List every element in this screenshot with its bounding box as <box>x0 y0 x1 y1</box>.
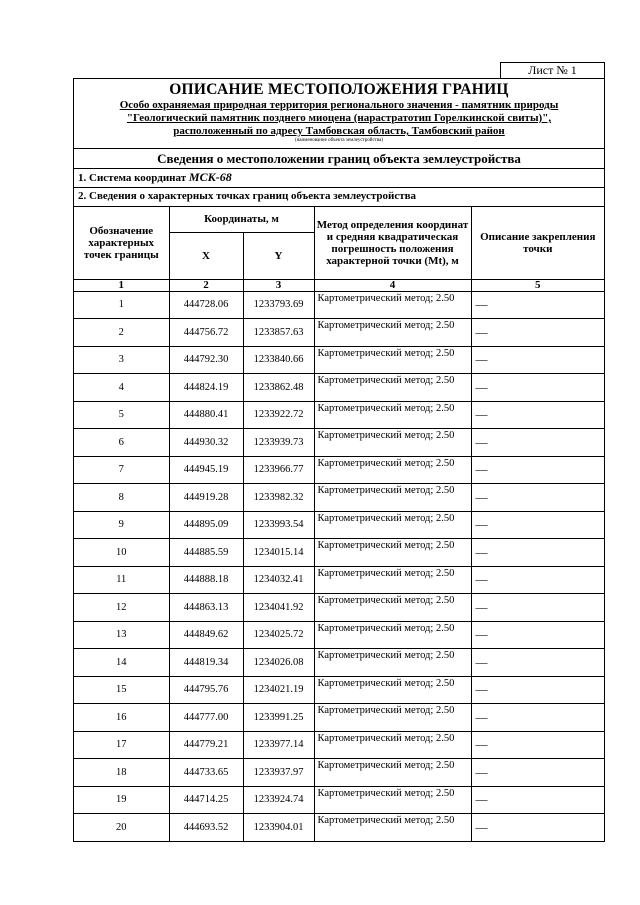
x-coordinate-cell: 444824.19 <box>169 374 243 402</box>
table-row <box>74 566 604 594</box>
method-cell: Картометрический метод; 2.50 <box>314 621 471 649</box>
table-row <box>74 759 604 787</box>
col-fix-header: Описание закрепления точки <box>471 207 604 279</box>
table-row <box>74 594 604 622</box>
method-cell: Картометрический метод; 2.50 <box>314 759 471 787</box>
x-coordinate-cell: 444895.09 <box>169 511 243 539</box>
fixation-cell: — <box>471 621 604 649</box>
y-coordinate-cell: 1234041.92 <box>243 594 314 622</box>
table-row <box>74 676 604 704</box>
column-number: 2 <box>169 279 243 291</box>
table-row <box>74 346 604 374</box>
method-cell: Картометрический метод; 2.50 <box>314 346 471 374</box>
column-number: 5 <box>471 279 604 291</box>
method-cell: Картометрический метод; 2.50 <box>314 786 471 814</box>
coordinate-system-label: 1. Система координат <box>78 172 187 184</box>
x-coordinate-cell: 444819.34 <box>169 649 243 677</box>
point-number-cell: 6 <box>74 429 169 457</box>
table-row <box>74 511 604 539</box>
fixation-cell: — <box>471 484 604 512</box>
method-cell: Картометрический метод; 2.50 <box>314 649 471 677</box>
point-number-cell: 1 <box>74 291 169 319</box>
y-coordinate-cell: 1233862.48 <box>243 374 314 402</box>
method-cell: Картометрический метод; 2.50 <box>314 511 471 539</box>
x-coordinate-cell: 444714.25 <box>169 786 243 814</box>
col-method-header: Метод определения координат и средняя квадратическая погрешность положения характерной точки (Mt), м <box>314 207 471 279</box>
fixation-cell: — <box>471 511 604 539</box>
point-number-cell: 13 <box>74 621 169 649</box>
coordinate-system-row <box>74 169 604 188</box>
point-number-cell: 19 <box>74 786 169 814</box>
point-number-cell: 20 <box>74 814 169 841</box>
object-name-line-3: расположенный по адресу Тамбовская область, Тамбовский район <box>173 125 505 137</box>
fixation-cell: — <box>471 649 604 677</box>
points-heading: 2. Сведения о характерных точках границ объекта землеустройства <box>74 188 604 207</box>
method-cell: Картометрический метод; 2.50 <box>314 401 471 429</box>
point-number-cell: 3 <box>74 346 169 374</box>
x-coordinate-cell: 444930.32 <box>169 429 243 457</box>
x-coordinate-cell: 444863.13 <box>169 594 243 622</box>
col-x-header: X <box>169 232 243 279</box>
column-number: 3 <box>243 279 314 291</box>
col-designation-header: Обозначение характерных точек границы <box>74 207 169 279</box>
y-coordinate-cell: 1233991.25 <box>243 704 314 732</box>
y-coordinate-cell: 1233857.63 <box>243 319 314 347</box>
fixation-cell: — <box>471 731 604 759</box>
document-title: ОПИСАНИЕ МЕСТОПОЛОЖЕНИЯ ГРАНИЦ <box>169 81 509 98</box>
sheet-number: Лист № 1 <box>500 62 605 79</box>
table-row <box>74 649 604 677</box>
y-coordinate-cell: 1233966.77 <box>243 456 314 484</box>
y-coordinate-cell: 1234026.08 <box>243 649 314 677</box>
method-cell: Картометрический метод; 2.50 <box>314 731 471 759</box>
x-coordinate-cell: 444919.28 <box>169 484 243 512</box>
table-row <box>74 814 604 841</box>
point-number-cell: 12 <box>74 594 169 622</box>
table-row <box>74 374 604 402</box>
fixation-cell: — <box>471 539 604 567</box>
fixation-cell: — <box>471 456 604 484</box>
x-coordinate-cell: 444888.18 <box>169 566 243 594</box>
y-coordinate-cell: 1234032.41 <box>243 566 314 594</box>
y-coordinate-cell: 1233922.72 <box>243 401 314 429</box>
object-name-line-1: Особо охраняемая природная территория регионального значения - памятник природы <box>119 99 559 111</box>
method-cell: Картометрический метод; 2.50 <box>314 429 471 457</box>
y-coordinate-cell: 1233977.14 <box>243 731 314 759</box>
fixation-cell: — <box>471 346 604 374</box>
point-number-cell: 7 <box>74 456 169 484</box>
y-coordinate-cell: 1233793.69 <box>243 291 314 319</box>
x-coordinate-cell: 444693.52 <box>169 814 243 841</box>
point-number-cell: 16 <box>74 704 169 732</box>
table-row <box>74 456 604 484</box>
point-number-cell: 8 <box>74 484 169 512</box>
fixation-cell: — <box>471 814 604 841</box>
section-title: Сведения о местоположении границ объекта землеустройства <box>74 149 604 169</box>
fixation-cell: — <box>471 759 604 787</box>
table-row <box>74 319 604 347</box>
point-number-cell: 11 <box>74 566 169 594</box>
x-coordinate-cell: 444885.59 <box>169 539 243 567</box>
x-coordinate-cell: 444880.41 <box>169 401 243 429</box>
fixation-cell: — <box>471 374 604 402</box>
col-y-header: Y <box>243 232 314 279</box>
object-name-caption: (наименование объекта землеустройства) <box>294 138 384 143</box>
method-cell: Картометрический метод; 2.50 <box>314 319 471 347</box>
y-coordinate-cell: 1233904.01 <box>243 814 314 841</box>
y-coordinate-cell: 1234015.14 <box>243 539 314 567</box>
table-body <box>74 291 604 841</box>
fixation-cell: — <box>471 594 604 622</box>
x-coordinate-cell: 444777.00 <box>169 704 243 732</box>
point-number-cell: 9 <box>74 511 169 539</box>
y-coordinate-cell: 1233840.66 <box>243 346 314 374</box>
document-header <box>74 79 604 149</box>
boundary-points-table <box>74 207 604 841</box>
fixation-cell: — <box>471 786 604 814</box>
fixation-cell: — <box>471 401 604 429</box>
method-cell: Картометрический метод; 2.50 <box>314 814 471 841</box>
object-name-line-2: "Геологический памятник позднего миоцена (нарастратотип Горелкинской свиты)", <box>126 112 552 124</box>
method-cell: Картометрический метод; 2.50 <box>314 374 471 402</box>
method-cell: Картометрический метод; 2.50 <box>314 484 471 512</box>
table-row <box>74 429 604 457</box>
x-coordinate-cell: 444733.65 <box>169 759 243 787</box>
method-cell: Картометрический метод; 2.50 <box>314 539 471 567</box>
coordinate-system-value: МСК-68 <box>188 170 232 184</box>
table-row <box>74 621 604 649</box>
col-coords-header: Координаты, м <box>169 207 314 232</box>
table-row <box>74 484 604 512</box>
point-number-cell: 14 <box>74 649 169 677</box>
point-number-cell: 17 <box>74 731 169 759</box>
x-coordinate-cell: 444792.30 <box>169 346 243 374</box>
y-coordinate-cell: 1233937.97 <box>243 759 314 787</box>
fixation-cell: — <box>471 429 604 457</box>
x-coordinate-cell: 444728.06 <box>169 291 243 319</box>
method-cell: Картометрический метод; 2.50 <box>314 676 471 704</box>
fixation-cell: — <box>471 676 604 704</box>
fixation-cell: — <box>471 566 604 594</box>
x-coordinate-cell: 444945.19 <box>169 456 243 484</box>
method-cell: Картометрический метод; 2.50 <box>314 456 471 484</box>
fixation-cell: — <box>471 291 604 319</box>
column-numbers-row <box>74 279 604 291</box>
fixation-cell: — <box>471 704 604 732</box>
table-row <box>74 731 604 759</box>
point-number-cell: 15 <box>74 676 169 704</box>
x-coordinate-cell: 444756.72 <box>169 319 243 347</box>
table-row <box>74 401 604 429</box>
x-coordinate-cell: 444779.21 <box>169 731 243 759</box>
y-coordinate-cell: 1234021.19 <box>243 676 314 704</box>
y-coordinate-cell: 1234025.72 <box>243 621 314 649</box>
method-cell: Картометрический метод; 2.50 <box>314 566 471 594</box>
x-coordinate-cell: 444795.76 <box>169 676 243 704</box>
column-number: 4 <box>314 279 471 291</box>
fixation-cell: — <box>471 319 604 347</box>
point-number-cell: 18 <box>74 759 169 787</box>
y-coordinate-cell: 1233924.74 <box>243 786 314 814</box>
table-row <box>74 291 604 319</box>
column-number: 1 <box>74 279 169 291</box>
document-frame <box>73 78 605 842</box>
x-coordinate-cell: 444849.62 <box>169 621 243 649</box>
method-cell: Картометрический метод; 2.50 <box>314 594 471 622</box>
point-number-cell: 5 <box>74 401 169 429</box>
point-number-cell: 4 <box>74 374 169 402</box>
table-row <box>74 539 604 567</box>
table-row <box>74 704 604 732</box>
point-number-cell: 10 <box>74 539 169 567</box>
point-number-cell: 2 <box>74 319 169 347</box>
table-row <box>74 786 604 814</box>
y-coordinate-cell: 1233982.32 <box>243 484 314 512</box>
y-coordinate-cell: 1233939.73 <box>243 429 314 457</box>
method-cell: Картометрический метод; 2.50 <box>314 704 471 732</box>
y-coordinate-cell: 1233993.54 <box>243 511 314 539</box>
method-cell: Картометрический метод; 2.50 <box>314 291 471 319</box>
